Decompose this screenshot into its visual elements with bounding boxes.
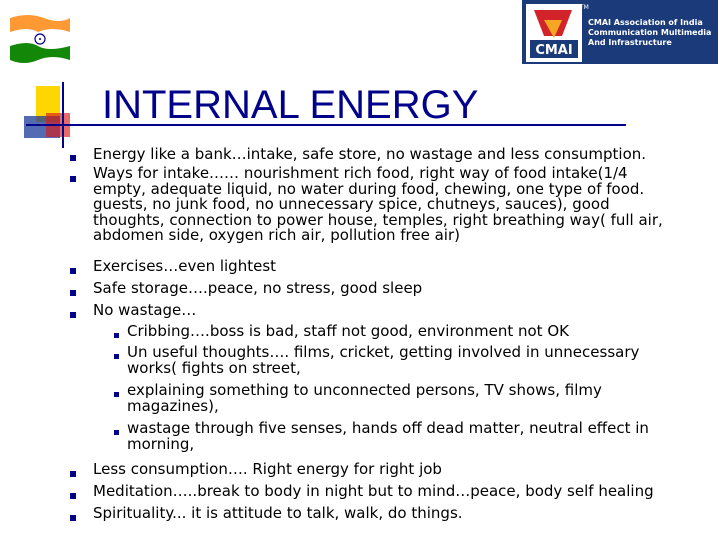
- bullet-icon: [70, 515, 76, 521]
- cmai-badge: [526, 4, 582, 62]
- sub-bullet-text-line: Cribbing….boss is bad, staff not good, environment not OK: [127, 322, 569, 340]
- bullet-icon: [70, 312, 76, 318]
- sub-bullet-item: [127, 324, 569, 340]
- title-decoration-vertical-line: [62, 82, 64, 148]
- sub-bullet-item: [127, 421, 649, 452]
- bullet-text: Less consumption…. Right energy for right job: [93, 460, 442, 478]
- sub-bullet-icon: [114, 333, 119, 338]
- bullet-icon: [70, 176, 76, 182]
- cmai-line-2: Communication Multimedia: [588, 28, 712, 37]
- cmai-emblem-icon: [526, 4, 582, 62]
- sub-bullet-text-line: magazines),: [127, 396, 219, 415]
- bullet-item: [93, 462, 442, 478]
- bullet-item: [93, 303, 196, 319]
- bullet-text: Meditation…..break to body in night but to mind…peace, body self healing: [93, 482, 654, 500]
- bullet-text-line: abdomen side, oxygen rich air, pollution free air): [93, 226, 460, 245]
- cmai-org-name: [588, 18, 716, 48]
- sub-bullet-text-line: explaining something to unconnected persons, TV shows, filmy: [127, 381, 602, 399]
- sub-bullet-item: [127, 345, 639, 376]
- indian-flag-icon: [8, 12, 70, 64]
- sub-bullet-text-line: Un useful thoughts…. films, cricket, getting involved in unnecessary: [127, 343, 640, 361]
- bullet-text-line: thoughts, connection to power house, temples, right breathing way( full air,: [93, 210, 663, 229]
- sub-bullet-icon: [114, 354, 119, 359]
- bullet-text-line: Ways for intake…… nourishment rich food, right way of food intake(1/4: [93, 164, 628, 182]
- bullet-item: [93, 281, 422, 297]
- bullet-text: Spirituality... it is attitude to talk, walk, do things.: [93, 504, 463, 522]
- bullet-text: No wastage…: [93, 301, 197, 319]
- sub-bullet-item: [127, 383, 602, 414]
- sub-bullet-text-line: morning,: [127, 434, 195, 453]
- slide-title: INTERNAL ENERGY: [102, 83, 479, 127]
- bullet-icon: [70, 290, 76, 296]
- sub-bullet-icon: [114, 430, 119, 435]
- bullet-item: [93, 484, 654, 500]
- sub-bullet-text-line: wastage through five senses, hands off dead matter, neutral effect in: [127, 419, 649, 437]
- bullet-text: Exercises…even lightest: [93, 257, 277, 275]
- bullet-item: [93, 166, 663, 244]
- trademark-label: TM: [580, 4, 589, 11]
- bullet-icon: [70, 155, 76, 161]
- cmai-line-3: And Infrastructure: [588, 38, 672, 47]
- bullet-item: [93, 506, 463, 522]
- bullet-icon: [70, 493, 76, 499]
- bullet-icon: [70, 268, 76, 274]
- cmai-line-1: CMAI Association of India: [588, 18, 703, 27]
- bullet-text: Safe storage….peace, no stress, good sleep: [93, 279, 423, 297]
- bullet-item: [93, 147, 646, 163]
- sub-bullet-icon: [114, 392, 119, 397]
- bullet-text: Energy like a bank…intake, safe store, no wastage and less consumption.: [93, 145, 647, 163]
- bullet-item: [93, 259, 276, 275]
- sub-bullet-text-line: works( fights on street,: [127, 358, 301, 377]
- cmai-logo: [522, 0, 718, 64]
- cmai-badge-text: CMAI: [535, 43, 573, 58]
- bullet-text-line: guests, no junk food, no unnecessary spice, chutneys, sauces), good: [93, 195, 610, 214]
- bullet-text-line: empty, adequate liquid, no water during food, chewing, one type of food.: [93, 179, 645, 198]
- bullet-icon: [70, 471, 76, 477]
